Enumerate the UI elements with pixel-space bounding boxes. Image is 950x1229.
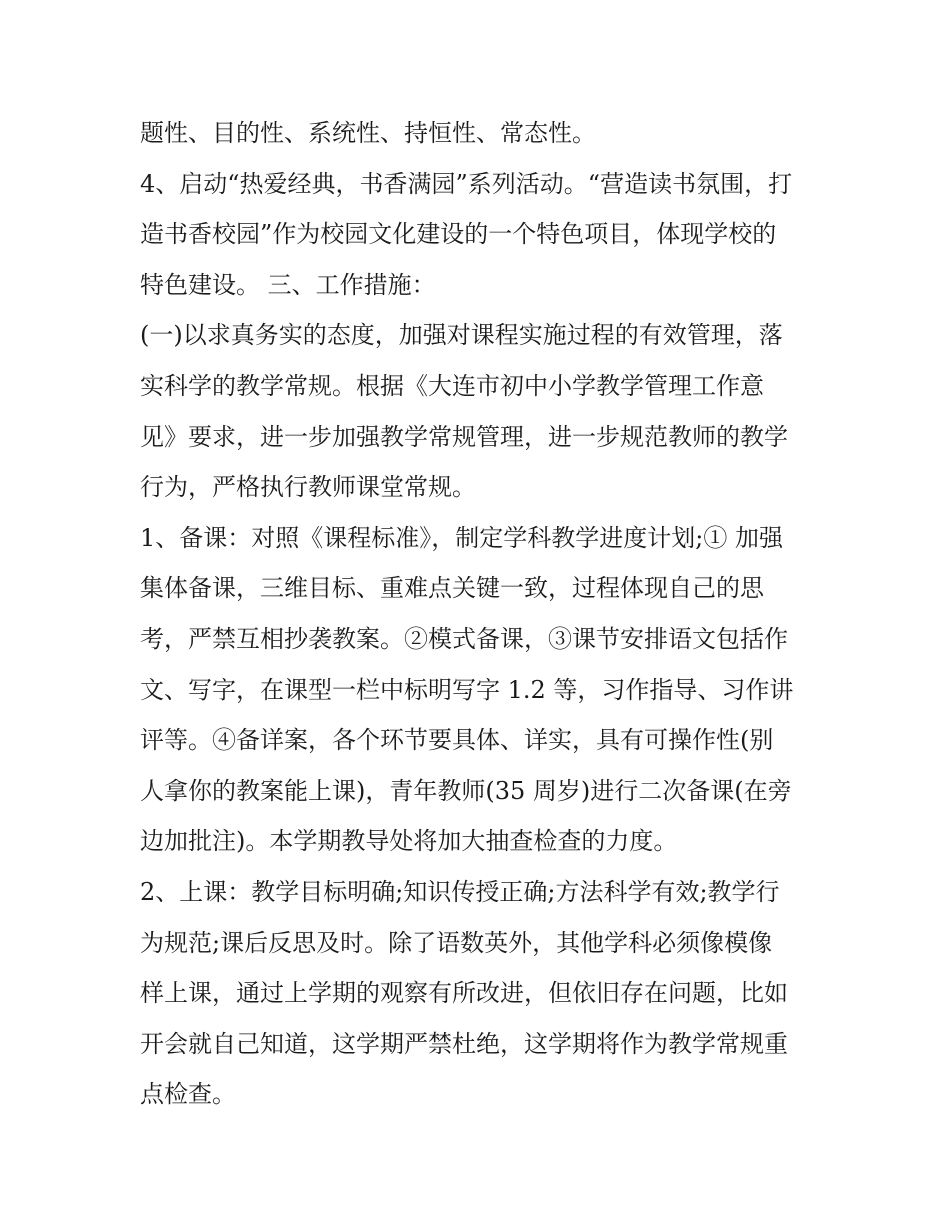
text-line: 集体备课，三维目标、重难点关键一致，过程体现自己的思 — [140, 574, 764, 603]
text-line: 题性、目的性、系统性、持恒性、常态性。 — [140, 119, 596, 147]
text-line: 样上课，通过上学期的观察有所改进，但依旧存在问题，比如 — [140, 979, 788, 1008]
text-line: 开会就自己知道，这学期严禁杜绝，这学期将作为教学常规重 — [140, 1029, 788, 1058]
text-line: (一)以求真务实的态度，加强对课程实施过程的有效管理，落 — [140, 321, 783, 350]
text-line: 特色建设。 三、工作措施： — [140, 270, 436, 299]
text-line: 人拿你的教案能上课)，青年教师(35 周岁)进行二次备课(在旁 — [140, 776, 792, 805]
text-line: 4、启动“热爱经典，书香满园”系列活动。“营造读书氛围，打 — [140, 169, 793, 198]
text-line: 为规范;课后反思及时。除了语数英外，其他学科必须像模像 — [140, 928, 773, 957]
text-line: 行为，严格执行教师课堂常规。 — [140, 473, 476, 502]
text-line: 见》要求，进一步加强教学常规管理，进一步规范教师的教学 — [140, 422, 788, 451]
text-line: 点检查。 — [140, 1080, 236, 1109]
text-line: 实科学的教学常规。根据《大连市初中小学教学管理工作意 — [140, 371, 764, 400]
text-line: 考，严禁互相抄袭教案。②模式备课，③课节安排语文包括作 — [140, 624, 788, 653]
text-line: 边加批注)。本学期教导处将加大抽查检查的力度。 — [140, 827, 678, 856]
text-line: 2、上课：教学目标明确;知识传授正确;方法科学有效;教学行 — [140, 877, 780, 906]
text-line: 造书香校园”作为校园文化建设的一个特色项目，体现学校的 — [140, 220, 777, 249]
text-line: 1、备课：对照《课程标准》，制定学科教学进度计划;① 加强 — [140, 523, 783, 552]
text-line: 文、写字，在课型一栏中标明写字 1.2 等，习作指导、习作讲 — [140, 675, 794, 704]
document-body — [140, 108, 820, 1120]
text-line: 评等。④备详案，各个环节要具体、详实，具有可操作性(别 — [140, 726, 774, 755]
